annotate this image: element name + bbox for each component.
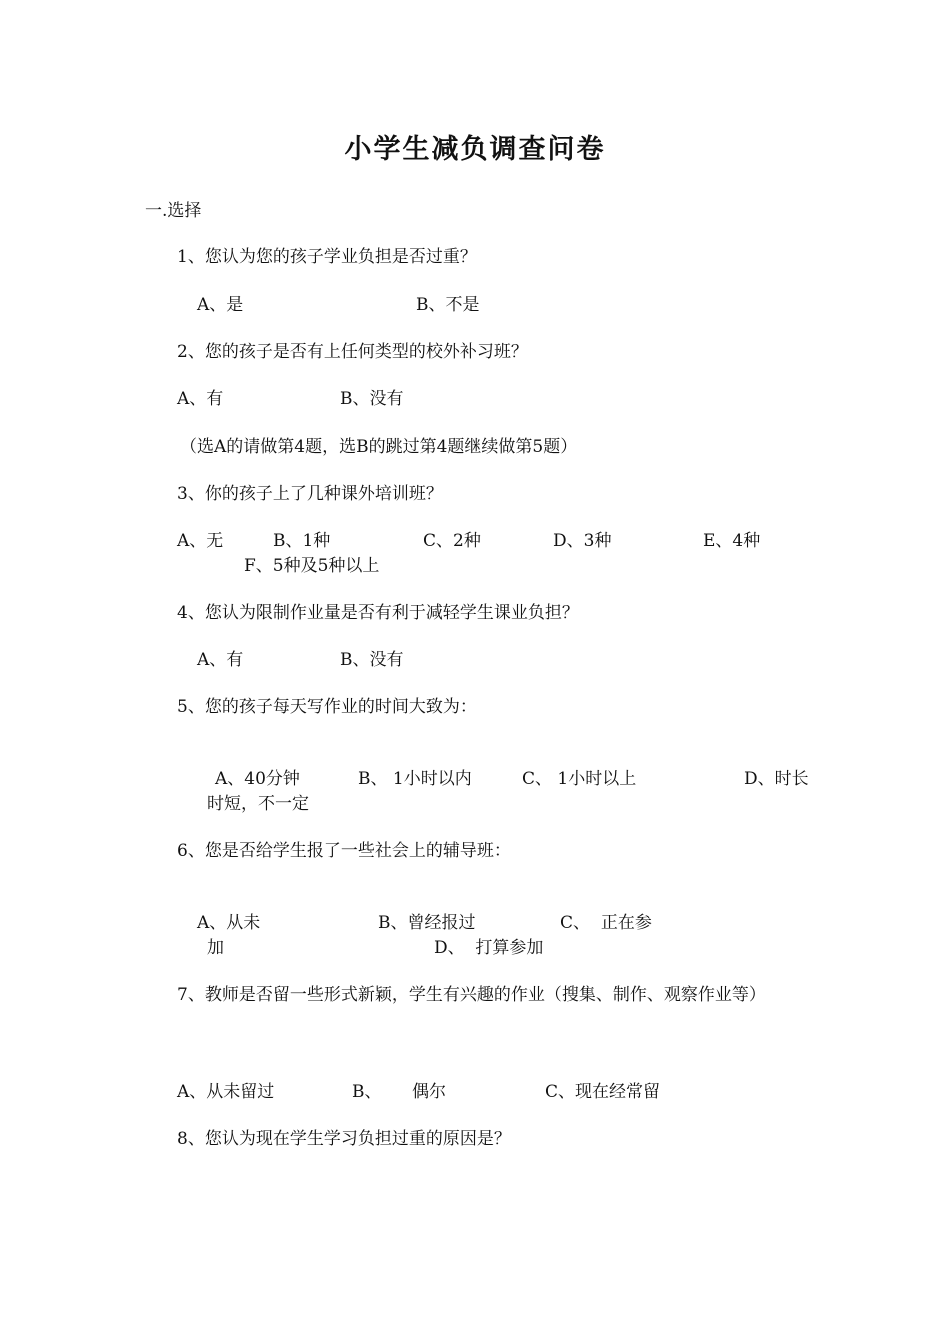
q7-option-b: B、 (352, 1082, 382, 1102)
question-2: 2、您的孩子是否有上任何类型的校外补习班？ (177, 342, 528, 362)
q5-option-b: B、 1小时以内 (358, 769, 472, 789)
q7-option-b-text: 偶尔 (412, 1082, 446, 1102)
q5-option-c: C、 1小时以上 (522, 769, 637, 789)
q7-option-a: A、从未留过 (177, 1082, 275, 1102)
q3-option-d: D、3种 (553, 531, 612, 551)
q2-option-a: A、有 (177, 389, 224, 409)
q3-option-f: F、5种及5种以上 (244, 556, 380, 576)
question-4: 4、您认为限制作业量是否有利于减轻学生课业负担？ (177, 603, 579, 623)
q7-option-c: C、现在经常留 (545, 1082, 661, 1102)
q3-option-c: C、2种 (423, 531, 481, 551)
q3-option-a: A、无 (177, 531, 224, 551)
q5-option-a: A、40分钟 (215, 769, 300, 789)
q3-option-b: B、1种 (273, 531, 331, 551)
q6-option-d: D、 打算参加 (434, 938, 544, 958)
q6-option-b: B、曾经报过 (378, 913, 476, 933)
q6-option-c-continued: 加 (207, 938, 224, 958)
question-8: 8、您认为现在学生学习负担过重的原因是？ (177, 1129, 511, 1149)
question-6: 6、您是否给学生报了一些社会上的辅导班： (177, 841, 511, 861)
q5-option-d: D、时长 (744, 769, 809, 789)
q1-option-b: B、不是 (416, 295, 480, 315)
q1-option-a: A、是 (197, 295, 244, 315)
q4-option-b: B、没有 (340, 650, 404, 670)
q5-option-d-continued: 时短，不一定 (207, 794, 309, 814)
q2-note: （选A的请做第4题，选B的跳过第4题继续做第5题） (180, 437, 578, 457)
q4-option-a: A、有 (197, 650, 244, 670)
survey-title: 小学生减负调查问卷 (344, 134, 606, 165)
q6-option-c: C、 正在参 (560, 913, 652, 933)
question-7: 7、教师是否留一些形式新颖，学生有兴趣的作业（搜集、制作、观察作业等） (177, 985, 766, 1005)
question-5: 5、您的孩子每天写作业的时间大致为： (177, 697, 477, 717)
question-3: 3、你的孩子上了几种课外培训班？ (177, 484, 443, 504)
section-heading: 一.选择 (145, 201, 202, 221)
q6-option-a: A、从未 (197, 913, 261, 933)
question-1: 1、您认为您的孩子学业负担是否过重？ (177, 247, 477, 267)
q2-option-b: B、没有 (340, 389, 404, 409)
q3-option-e: E、4种 (703, 531, 761, 551)
